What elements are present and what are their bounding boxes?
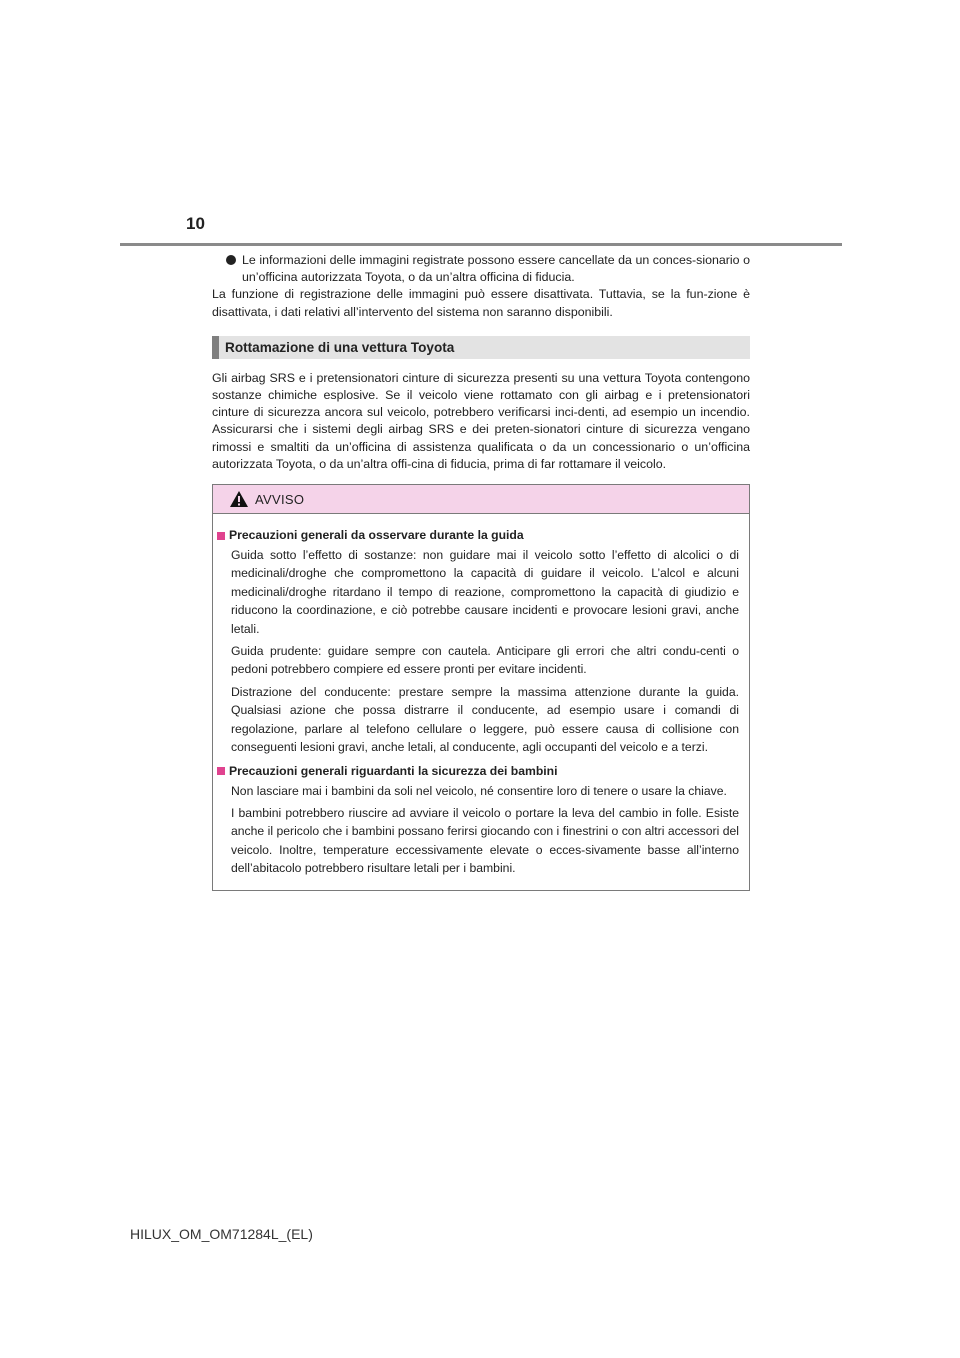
warning-body (213, 514, 749, 890)
warning-block-children (217, 763, 739, 878)
warning-block-driving (217, 527, 739, 756)
warning-box (212, 484, 750, 891)
header-rule (120, 243, 842, 246)
intro-bullet (212, 252, 750, 286)
warning-paragraph: I bambini potrebbero riuscire ad avviare il veicolo o portare la leva del cambio in folle. Esiste anche il pericolo che i bambini possano ferirsi giocando con i finestrini o con altri accessori del veicolo. Inoltre, temperature eccessivamente elevate o ecces-sivamente basse all’interno dell’abitacolo potrebbero risultare letali per i bambini. (231, 805, 739, 876)
warning-paragraph: Guida sotto l’effetto di sostanze: non guidare mai il veicolo sotto l’effetto di alcolici o di medicinali/droghe che compromettono la capacità di guidare il veicolo. L’alcol e alcuni medicinali/droghe ritardano il tempo di reazione, compromettono la capacità di giudizio e riducono la coordinazione, e ciò potrebbe causare incidenti e provocare lesioni gravi, anche letali. (231, 548, 739, 636)
warning-paragraph: Guida prudente: guidare sempre con cautela. Anticipare gli errori che altri condu-centi o pedoni potrebbero compiere ed essere pronti per evitare incidenti. (231, 644, 739, 677)
warning-paragraph: Non lasciare mai i bambini da soli nel veicolo, né consentire loro di tenere o usare la chiave. (231, 783, 727, 798)
page-number: 10 (186, 214, 205, 233)
section-title: Rottamazione di una vettura Toyota (212, 336, 750, 359)
warning-title: AVVISO (255, 491, 305, 507)
bullet-dot-icon (226, 255, 236, 265)
warning-header (213, 485, 749, 514)
warning-block-heading (217, 527, 739, 544)
square-bullet-icon (217, 532, 225, 540)
intro-paragraph: La funzione di registrazione delle immagini può essere disattivata. Tuttavia, se la fun-zione è disattivata, i dati relativi all’intervento del sistema non saranno disponibili. (212, 287, 750, 319)
warning-heading-text: Precauzioni generali riguardanti la sicurezza dei bambini (229, 763, 558, 778)
footer-document-code: HILUX_OM_OM71284L_(EL) (130, 1226, 313, 1242)
warning-triangle-icon (229, 490, 249, 508)
warning-paragraph: Distrazione del conducente: prestare sempre la massima attenzione durante la guida. Qualsiasi azione che possa distrarre il conducente, ad esempio usare i comandi di regolazione, parlare al telefono cellulare o leggere, può essere causa di collisione con conseguenti lesioni gravi, anche letali, al conducente, agli occupanti del veicolo e a terzi. (231, 684, 739, 755)
page-content (212, 252, 750, 891)
square-bullet-icon (217, 767, 225, 775)
warning-heading-text: Precauzioni generali da osservare durante la guida (229, 528, 524, 543)
section-text: Gli airbag SRS e i pretensionatori cinture di sicurezza presenti su una vettura Toyota contengono sostanze chimiche esplosive. Se il veicolo viene rottamato con gli airbag e i pretensionatori cinture di sicurezza ancora sul veicolo, potrebbero verificarsi inci-denti, ad esempio un incendio. Assicurarsi che i sistemi degli airbag SRS e dei preten-sionatori cinture di sicurezza vengano rimossi e smaltiti da un’officina di assistenza qualificata o da un concessionario o un’officina autorizzata Toyota, o da un’altra offi-cina di fiducia, prima di far rottamare il veicolo. (212, 370, 750, 471)
intro-bullet-text: Le informazioni delle immagini registrate possono essere cancellate da un conces-sionario o un’officina autorizzata Toyota, o da un’altra officina di fiducia. (242, 253, 750, 285)
warning-block-heading (217, 763, 739, 780)
